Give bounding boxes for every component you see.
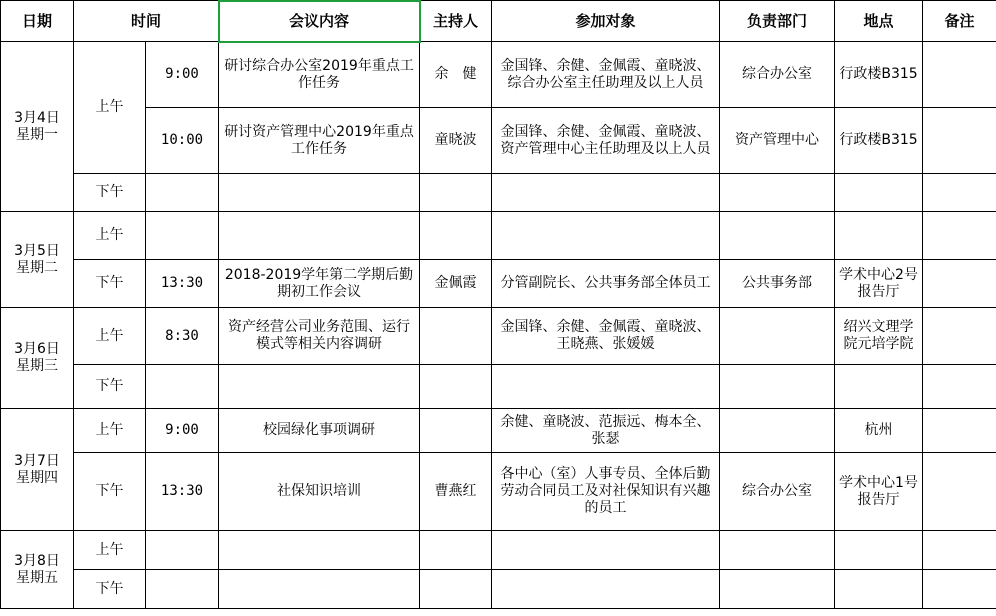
content-cell[interactable]: 校园绿化事项调研 xyxy=(219,409,420,453)
period-cell[interactable]: 上午 xyxy=(74,409,146,453)
remark-cell[interactable] xyxy=(923,570,996,609)
time-cell[interactable]: 10:00 xyxy=(146,108,219,174)
attendees-cell[interactable]: 金国锋、余健、金佩霞、童晓波、王晓燕、张媛媛 xyxy=(492,308,720,365)
header-remark[interactable]: 备注 xyxy=(923,1,996,42)
header-place[interactable]: 地点 xyxy=(835,1,923,42)
time-cell[interactable]: 13:30 xyxy=(146,453,219,531)
remark-cell[interactable] xyxy=(923,260,996,308)
period-cell[interactable]: 下午 xyxy=(74,174,146,212)
attendees-cell[interactable] xyxy=(492,212,720,260)
place-cell[interactable]: 学术中心1号报告厅 xyxy=(835,453,923,531)
remark-cell[interactable] xyxy=(923,212,996,260)
period-cell[interactable]: 下午 xyxy=(74,453,146,531)
date-label: 3月5日 xyxy=(14,242,60,259)
header-host[interactable]: 主持人 xyxy=(420,1,492,42)
dept-cell[interactable] xyxy=(720,365,835,409)
weekday-label: 星期二 xyxy=(16,259,58,276)
attendees-cell[interactable]: 余健、童晓波、范振远、梅本全、张瑟 xyxy=(492,409,720,453)
attendees-cell[interactable]: 金国锋、余健、金佩霞、童晓波、综合办公室主任助理及以上人员 xyxy=(492,42,720,108)
weekday-label: 星期五 xyxy=(16,569,58,586)
place-cell[interactable]: 绍兴文理学院元培学院 xyxy=(835,308,923,365)
dept-cell[interactable] xyxy=(720,174,835,212)
remark-cell[interactable] xyxy=(923,365,996,409)
host-cell[interactable]: 童晓波 xyxy=(420,108,492,174)
content-cell[interactable]: 研讨综合办公室2019年重点工作任务 xyxy=(219,42,420,108)
dept-cell[interactable] xyxy=(720,308,835,365)
content-cell[interactable]: 研讨资产管理中心2019年重点工作任务 xyxy=(219,108,420,174)
dept-cell[interactable] xyxy=(720,531,835,570)
period-cell[interactable]: 下午 xyxy=(74,260,146,308)
remark-cell[interactable] xyxy=(923,531,996,570)
weekday-label: 星期一 xyxy=(16,126,58,143)
dept-cell[interactable]: 综合办公室 xyxy=(720,453,835,531)
date-cell[interactable] xyxy=(1,409,74,531)
place-cell[interactable]: 行政楼B315 xyxy=(835,42,923,108)
place-cell[interactable]: 行政楼B315 xyxy=(835,108,923,174)
host-cell[interactable] xyxy=(420,212,492,260)
header-attendees[interactable]: 参加对象 xyxy=(492,1,720,42)
host-cell[interactable]: 金佩霞 xyxy=(420,260,492,308)
remark-cell[interactable] xyxy=(923,174,996,212)
remark-cell[interactable] xyxy=(923,308,996,365)
period-cell[interactable]: 上午 xyxy=(74,531,146,570)
attendees-cell[interactable] xyxy=(492,365,720,409)
time-cell[interactable]: 8:30 xyxy=(146,308,219,365)
schedule-body xyxy=(1,42,996,609)
table-row xyxy=(1,570,996,609)
period-cell[interactable]: 下午 xyxy=(74,570,146,609)
host-cell[interactable] xyxy=(420,308,492,365)
table-row xyxy=(1,42,996,108)
time-cell[interactable] xyxy=(146,365,219,409)
remark-cell[interactable] xyxy=(923,108,996,174)
remark-cell[interactable] xyxy=(923,42,996,108)
table-row xyxy=(1,108,996,174)
remark-cell[interactable] xyxy=(923,453,996,531)
place-cell[interactable]: 杭州 xyxy=(835,409,923,453)
date-cell[interactable] xyxy=(1,531,74,609)
date-label: 3月6日 xyxy=(14,341,60,357)
host-cell[interactable] xyxy=(420,409,492,453)
place-cell[interactable] xyxy=(835,212,923,260)
host-cell[interactable] xyxy=(420,365,492,409)
attendees-cell[interactable] xyxy=(492,570,720,609)
date-cell[interactable] xyxy=(1,308,74,409)
content-cell[interactable] xyxy=(219,212,420,260)
table-row xyxy=(1,531,996,570)
header-time[interactable]: 时间 xyxy=(74,1,219,42)
period-cell[interactable]: 上午 xyxy=(74,212,146,260)
content-cell[interactable] xyxy=(219,174,420,212)
place-cell[interactable] xyxy=(835,365,923,409)
period-cell[interactable]: 上午 xyxy=(74,42,146,174)
weekday-label: 星期三 xyxy=(16,358,58,374)
table-row xyxy=(1,260,996,308)
content-cell[interactable]: 2018-2019学年第二学期后勤期初工作会议 xyxy=(219,260,420,308)
table-row xyxy=(1,365,996,409)
period-cell[interactable]: 下午 xyxy=(74,365,146,409)
content-cell[interactable] xyxy=(219,365,420,409)
header-date[interactable]: 日期 xyxy=(1,1,74,42)
dept-cell[interactable]: 资产管理中心 xyxy=(720,108,835,174)
table-row xyxy=(1,174,996,212)
time-cell[interactable] xyxy=(146,212,219,260)
content-cell[interactable] xyxy=(219,531,420,570)
dept-cell[interactable] xyxy=(720,570,835,609)
host-cell[interactable] xyxy=(420,174,492,212)
content-cell[interactable] xyxy=(219,570,420,609)
attendees-cell[interactable]: 金国锋、余健、金佩霞、童晓波、资产管理中心主任助理及以上人员 xyxy=(492,108,720,174)
host-cell[interactable] xyxy=(420,531,492,570)
time-cell[interactable]: 13:30 xyxy=(146,260,219,308)
table-row xyxy=(1,409,996,453)
place-cell[interactable] xyxy=(835,531,923,570)
attendees-cell[interactable]: 分管副院长、公共事务部全体员工 xyxy=(492,260,720,308)
date-label: 3月7日 xyxy=(14,452,60,469)
dept-cell[interactable]: 公共事务部 xyxy=(720,260,835,308)
host-cell[interactable]: 余 健 xyxy=(420,42,492,108)
period-cell[interactable]: 上午 xyxy=(74,308,146,365)
time-cell[interactable] xyxy=(146,570,219,609)
header-dept[interactable]: 负责部门 xyxy=(720,1,835,42)
header-row xyxy=(1,1,996,42)
date-cell[interactable] xyxy=(1,212,74,308)
table-row xyxy=(1,212,996,260)
time-cell[interactable] xyxy=(146,174,219,212)
date-label: 3月4日 xyxy=(14,109,60,126)
date-label: 3月8日 xyxy=(14,552,60,569)
attendees-cell[interactable]: 各中心（室）人事专员、全体后勤劳动合同员工及对社保知识有兴趣的员工 xyxy=(492,453,720,531)
attendees-cell[interactable] xyxy=(492,531,720,570)
host-cell[interactable]: 曹燕红 xyxy=(420,453,492,531)
remark-cell[interactable] xyxy=(923,409,996,453)
date-cell[interactable] xyxy=(1,42,74,212)
place-cell[interactable]: 学术中心2号报告厅 xyxy=(835,260,923,308)
content-cell[interactable]: 社保知识培训 xyxy=(219,453,420,531)
attendees-cell[interactable] xyxy=(492,174,720,212)
table-row xyxy=(1,453,996,531)
dept-cell[interactable] xyxy=(720,409,835,453)
header-content[interactable]: 会议内容 xyxy=(219,1,420,42)
dept-cell[interactable] xyxy=(720,212,835,260)
time-cell[interactable]: 9:00 xyxy=(146,42,219,108)
place-cell[interactable] xyxy=(835,174,923,212)
dept-cell[interactable]: 综合办公室 xyxy=(720,42,835,108)
time-cell[interactable]: 9:00 xyxy=(146,409,219,453)
table-row xyxy=(1,308,996,365)
place-cell[interactable] xyxy=(835,570,923,609)
weekday-label: 星期四 xyxy=(16,469,58,486)
host-cell[interactable] xyxy=(420,570,492,609)
content-cell[interactable]: 资产经营公司业务范围、运行模式等相关内容调研 xyxy=(219,308,420,365)
time-cell[interactable] xyxy=(146,531,219,570)
